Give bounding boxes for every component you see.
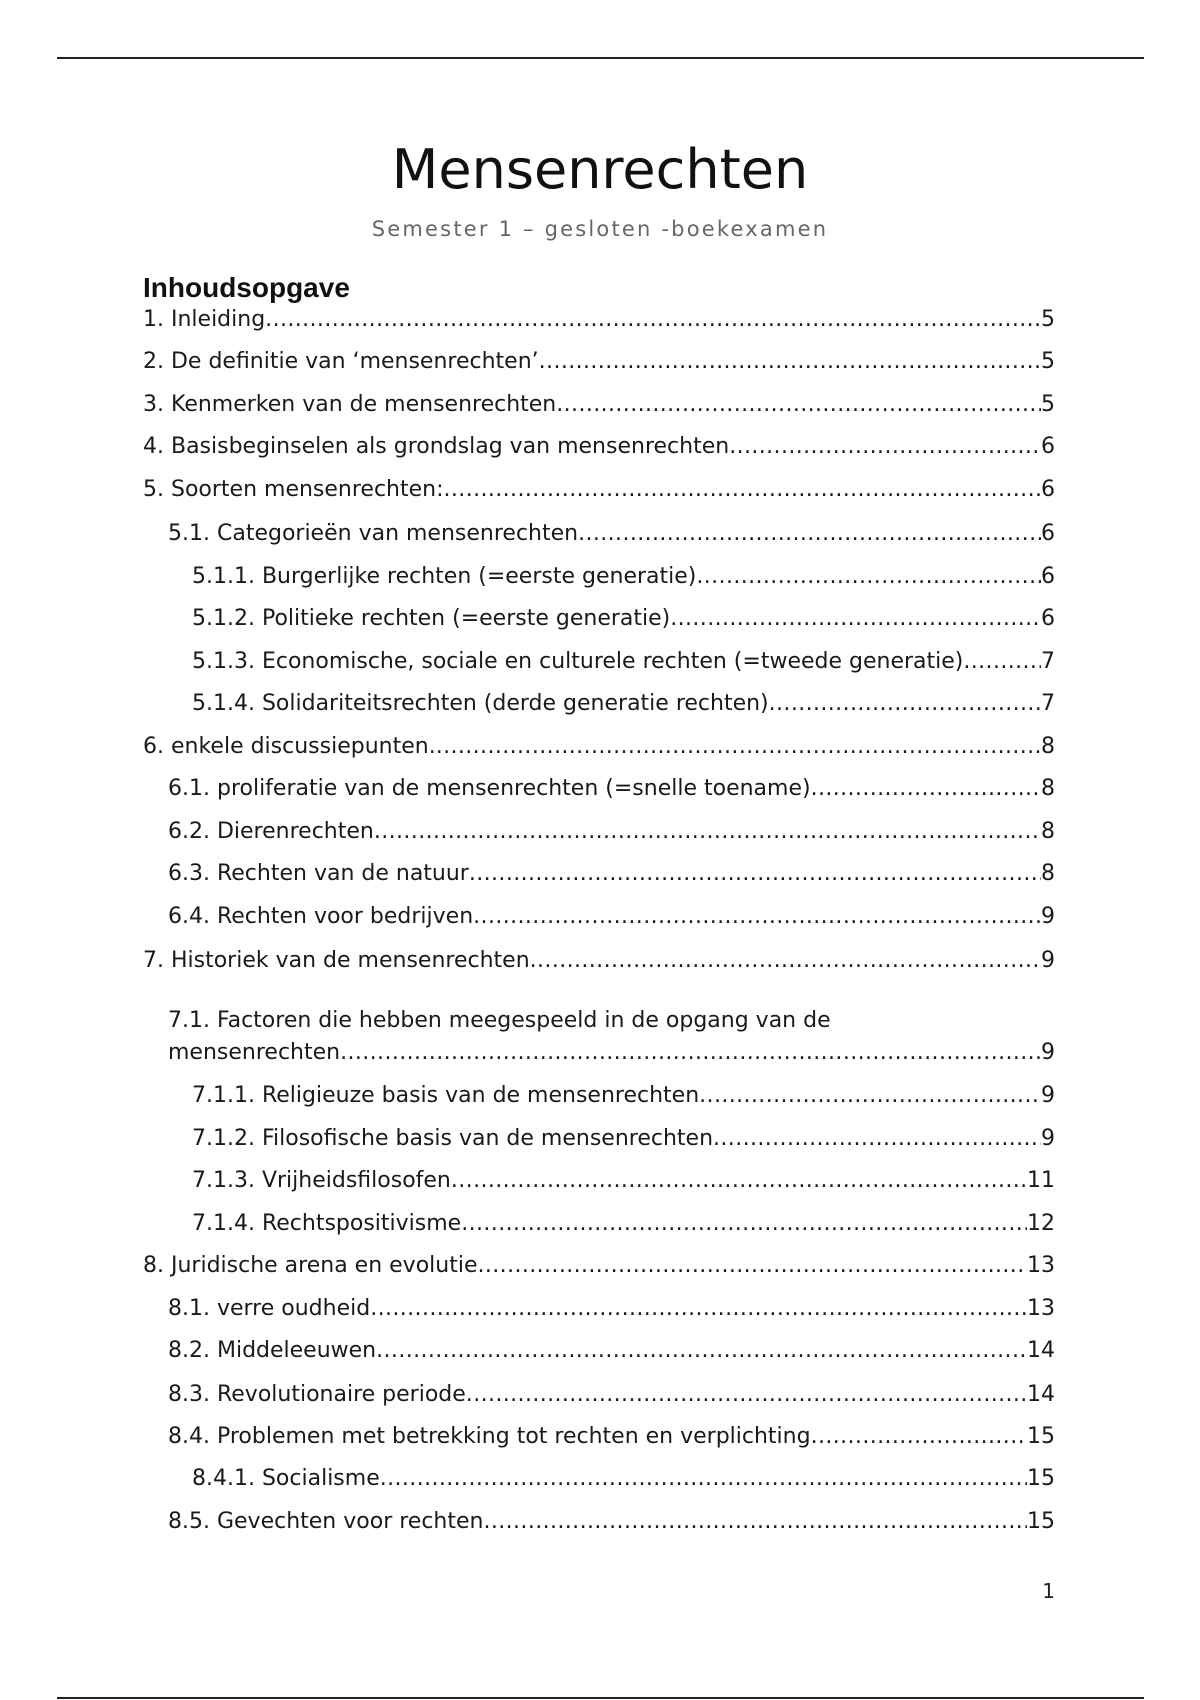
toc-entry-page: 6 (1041, 606, 1055, 631)
toc-entry-label: 5.1.2. Politieke rechten (=eerste generatie) (192, 606, 671, 631)
toc-entry-page: 6 (1041, 477, 1055, 502)
dot-leader (696, 563, 1041, 591)
toc-entry[interactable] (192, 563, 1055, 591)
toc-entry-page: 8 (1041, 861, 1055, 886)
toc-entry-label: 6.2. Dierenrechten (168, 819, 374, 844)
toc-entry-label: 5.1. Categorieën van mensenrechten (168, 521, 579, 546)
toc-entry[interactable] (192, 605, 1055, 633)
toc-entry-page: 5 (1041, 392, 1055, 417)
toc-entry-label: 3. Kenmerken van de mensenrechten (143, 392, 557, 417)
dot-leader (436, 733, 1041, 761)
document-title: Mensenrechten (391, 138, 809, 201)
toc-entry-label: 6.3. Rechten van de natuur (168, 861, 469, 886)
toc-entry-page: 9 (1041, 948, 1055, 973)
toc-entry[interactable] (192, 1465, 1055, 1493)
toc-entry[interactable] (168, 1295, 1055, 1323)
toc-entry[interactable] (168, 1039, 1055, 1067)
dot-leader (265, 306, 1041, 334)
toc-entry-page: 15 (1027, 1509, 1055, 1534)
dot-leader (699, 1082, 1041, 1110)
toc-entry[interactable] (143, 476, 1055, 504)
footer-rule (57, 1697, 1144, 1699)
toc-entry-page: 8 (1041, 734, 1055, 759)
dot-leader (811, 1423, 1027, 1451)
toc-entry[interactable] (143, 733, 1055, 761)
toc-entry[interactable] (192, 1210, 1055, 1238)
dot-leader (729, 433, 1041, 461)
dot-leader (380, 1465, 1027, 1493)
dot-leader (370, 1295, 1027, 1323)
dot-leader (539, 348, 1041, 376)
toc-entry-page: 13 (1027, 1253, 1055, 1278)
toc-entry-label: 6.1. proliferatie van de mensenrechten (=snelle toename) (168, 776, 811, 801)
dot-leader (374, 818, 1041, 846)
toc-entry-page: 6 (1041, 434, 1055, 459)
dot-leader (451, 1167, 1027, 1195)
toc-entry-page: 11 (1027, 1168, 1055, 1193)
dot-leader (713, 1125, 1041, 1153)
toc-entry-label: 5.1.1. Burgerlijke rechten (=eerste generatie) (192, 564, 697, 589)
toc-entry-page: 6 (1041, 564, 1055, 589)
toc-entry-page: 6 (1041, 521, 1055, 546)
toc-entry-label: 5.1.3. Economische, sociale en culturele rechten (=tweede generatie) (192, 649, 964, 674)
toc-entry[interactable] (143, 306, 1055, 334)
toc-entry[interactable] (168, 1508, 1055, 1536)
dot-leader (376, 1337, 1027, 1365)
dot-leader (811, 775, 1041, 803)
dot-leader (466, 1381, 1027, 1409)
toc-entry-label: 8.4. Problemen met betrekking tot rechten en verplichting (168, 1424, 811, 1449)
toc-entry-page: 13 (1027, 1296, 1055, 1321)
dot-leader (340, 1039, 1041, 1067)
dot-leader (469, 860, 1041, 888)
toc-entry-page: 9 (1041, 1083, 1055, 1108)
toc-entry[interactable] (168, 903, 1055, 931)
toc-entry-label: 6. enkele discussiepunten. (143, 734, 436, 759)
toc-entry-page: 7 (1041, 649, 1055, 674)
page-number: 1 (1042, 1579, 1055, 1603)
toc-entry-page: 14 (1027, 1382, 1055, 1407)
dot-leader (478, 1252, 1028, 1280)
toc-entry-label: 7.1.1. Religieuze basis van de mensenrechten (192, 1083, 700, 1108)
toc-entry-label: 7. Historiek van de mensenrechten (143, 948, 530, 973)
toc-entry-label: 2. De definitie van ‘mensenrechten’ (143, 349, 539, 374)
toc-entry-label: 5.1.4. Solidariteitsrechten (derde generatie rechten) (192, 691, 769, 716)
toc-entry-label: 8. Juridische arena en evolutie (143, 1253, 478, 1278)
dot-leader (461, 1210, 1027, 1238)
toc-entry-page: 15 (1027, 1424, 1055, 1449)
toc-entry[interactable] (192, 1167, 1055, 1195)
toc-entry[interactable] (192, 1125, 1055, 1153)
toc-entry-label: 7.1.3. Vrijheidsfilosofen (192, 1168, 451, 1193)
toc-entry[interactable] (192, 690, 1055, 718)
toc-entry[interactable] (143, 348, 1055, 376)
toc-entry-page: 8 (1041, 776, 1055, 801)
dot-leader (483, 1508, 1027, 1536)
toc-entry-label: 5. Soorten mensenrechten: (143, 477, 444, 502)
dot-leader (444, 476, 1041, 504)
toc-entry[interactable] (143, 433, 1055, 461)
toc-entry-label: 1. Inleiding (143, 307, 266, 332)
toc-entry[interactable] (143, 947, 1055, 975)
toc-entry-page: 9 (1041, 1126, 1055, 1151)
toc-entry-page: 12 (1027, 1211, 1055, 1236)
dot-leader (530, 947, 1041, 975)
toc-entry-label: 4. Basisbeginselen als grondslag van mensenrechten (143, 434, 730, 459)
toc-entry-page: 15 (1027, 1466, 1055, 1491)
toc-entry-page: 14 (1027, 1338, 1055, 1363)
toc-entry-page: 7 (1041, 691, 1055, 716)
toc-entry[interactable] (168, 520, 1055, 548)
toc-entry[interactable] (192, 648, 1055, 676)
toc-entry[interactable] (168, 818, 1055, 846)
toc-entry[interactable] (168, 1337, 1055, 1365)
dot-leader (578, 520, 1041, 548)
toc-entry-label: 8.3. Revolutionaire periode (168, 1382, 466, 1407)
toc-entry[interactable] (143, 1252, 1055, 1280)
dot-leader (556, 391, 1041, 419)
toc-entry[interactable] (168, 1381, 1055, 1409)
toc-entry-page: 8 (1041, 819, 1055, 844)
dot-leader (769, 690, 1041, 718)
toc-entry[interactable] (168, 1423, 1055, 1451)
toc-entry-label-line1[interactable]: 7.1. Factoren die hebben meegespeeld in de opgang van de (168, 1008, 831, 1033)
toc-entry[interactable] (143, 391, 1055, 419)
toc-entry-label: 8.4.1. Socialisme (192, 1466, 380, 1491)
toc-entry[interactable] (168, 860, 1055, 888)
toc-entry-page: 5 (1041, 349, 1055, 374)
toc-entry-label: 7.1.2. Filosofische basis van de mensenrechten (192, 1126, 714, 1151)
toc-entry-page: 5 (1041, 307, 1055, 332)
document-subtitle: Semester 1 – gesloten -boekexamen (371, 217, 829, 241)
toc-entry-label: mensenrechten (168, 1040, 341, 1065)
dot-leader (670, 605, 1041, 633)
toc-entry-label: 6.4. Rechten voor bedrijven (168, 904, 474, 929)
toc-entry[interactable] (192, 1082, 1055, 1110)
header-rule (57, 57, 1144, 59)
toc-heading: Inhoudsopgave (143, 272, 350, 303)
dot-leader (473, 903, 1041, 931)
toc-entry-label: 8.1. verre oudheid (168, 1296, 371, 1321)
toc-entry[interactable] (168, 775, 1055, 803)
toc-entry-page: 9 (1041, 1040, 1055, 1065)
toc-entry-label: 8.2. Middeleeuwen (168, 1338, 377, 1363)
toc-entry-label: 8.5. Gevechten voor rechten (168, 1509, 484, 1534)
toc-entry-page: 9 (1041, 904, 1055, 929)
toc-entry-label: 7.1.4. Rechtspositivisme (192, 1211, 462, 1236)
dot-leader (963, 648, 1041, 676)
